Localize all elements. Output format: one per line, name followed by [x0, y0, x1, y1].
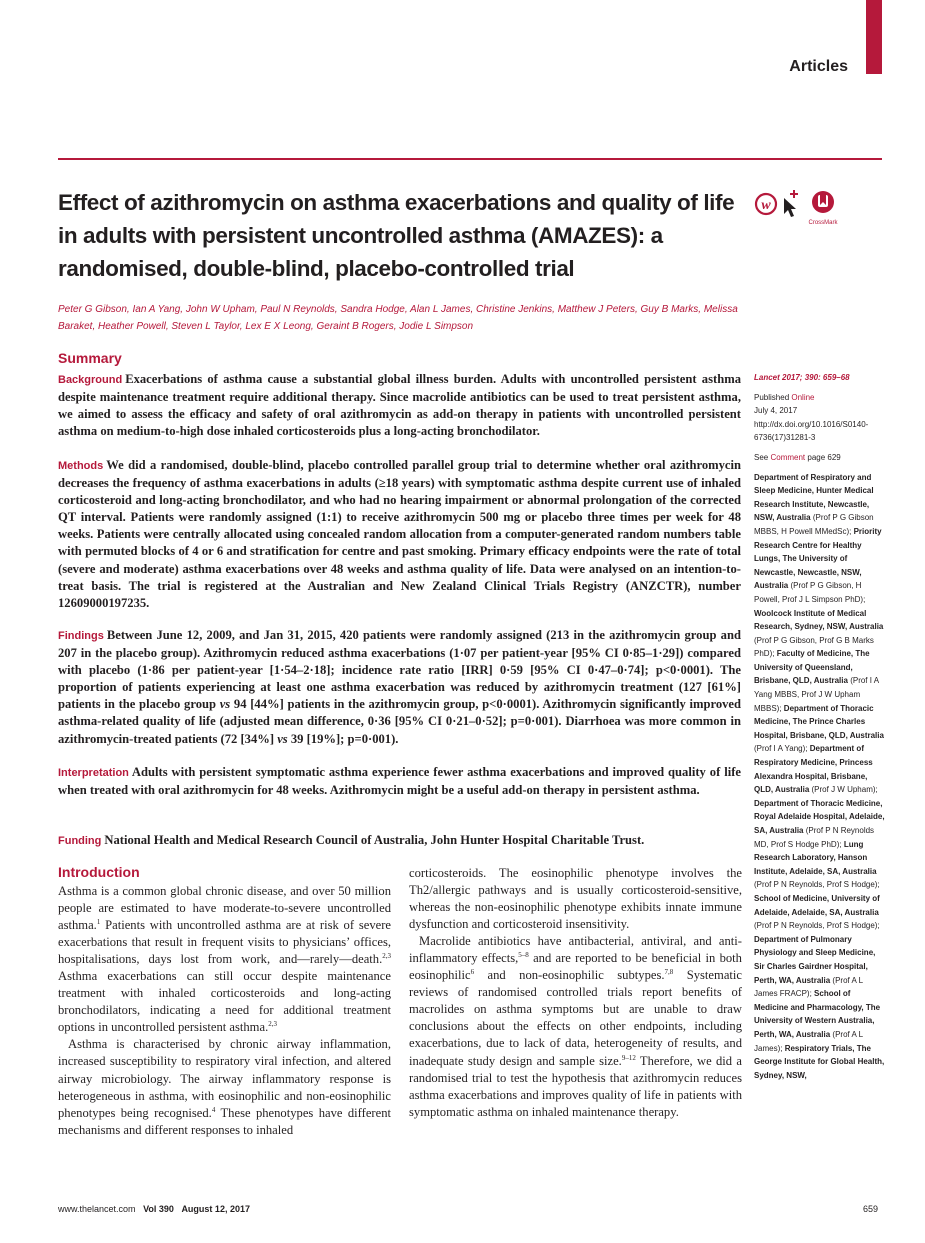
findings-text-c: 39 [19%]; p=0·001).: [290, 731, 399, 746]
crossmark-icon[interactable]: [812, 191, 834, 213]
footer-citation: [58, 1204, 250, 1214]
affiliation: Department of Respiratory and Sleep Medicine, Hunter Medical Research Institute, Newcastle, NSW, Australia: [754, 472, 874, 523]
funding-label: Funding: [58, 835, 102, 847]
intro-paragraph: [58, 883, 391, 1036]
body-column-2: [409, 865, 742, 1121]
author-list: Peter G Gibson, Ian A Yang, John W Upham, Paul N Reynolds, Sandra Hodge, Alan L James, Christine Jenkins, Matthew J Peters, Guy B Marks, Melissa Baraket, Heather Powell, Steven L Taylor, Lex E X Leong, Geraint B Rogers, Jodie L Simpson: [58, 304, 738, 332]
journal-citation: Lancet 2017; 390: 659–68: [754, 373, 850, 382]
section-color-tab: [866, 0, 882, 74]
reference-link[interactable]: 2,3: [382, 952, 391, 961]
reference-link[interactable]: 5–8: [518, 951, 529, 960]
body-column-1: [58, 883, 391, 1139]
text-run: Systematic reviews of randomised controlled trials report benefits of macrolides on asthma symptoms but are unable to draw conclusions about the effects on other endpoints, including exacerbations, due to lack of data, heterogeneity of results, and inadequate study design and sample size.: [409, 968, 742, 1068]
intro-paragraph: [409, 933, 742, 1121]
summary-interpretation: [58, 764, 741, 799]
affiliation: Faculty of Medicine, The University of Queensland, Brisbane, QLD, Australia: [754, 649, 870, 686]
text-run: Asthma exacerbations can still occur despite maintenance treatment with inhaled corticosteroids and long-acting bronchodilators, indicating a need for additional treatment options in uncontrolled persistent asthma.: [58, 969, 391, 1035]
affiliation: School of Medicine and Pharmacology, The University of Western Australia, Perth, WA, Australia: [754, 989, 881, 1039]
sidebar: [754, 371, 886, 1082]
methods-label: Methods: [58, 460, 104, 472]
affiliation-people: (Prof P G Gibson MBBS, H Powell MMedSc);: [754, 513, 874, 536]
reference-link[interactable]: 6: [470, 968, 475, 977]
affiliation: Respiratory Trials, The George Institute for Global Health, Sydney, NSW,: [754, 1043, 885, 1080]
reference-link[interactable]: 9–12: [621, 1053, 636, 1062]
article-badges: [754, 186, 854, 230]
text-run: Therefore, we did a randomised trial to test the hypothesis that azithromycin reduces asthma exacerbations and improves quality of life in patients with symptomatic asthma on inhaled maintenance therapy.: [409, 1053, 742, 1119]
text-run: Asthma is a common global chronic disease, and over 50 million people are estimated to have moderate-to-severe uncontrolled asthma.: [58, 884, 391, 933]
intro-paragraph: [58, 1036, 391, 1138]
footer-date: August 12, 2017: [181, 1204, 250, 1214]
affiliation-people: (Prof P N Reynolds, Prof S Hodge);: [754, 921, 880, 931]
doi-link[interactable]: http://dx.doi.org/10.1016/S0140-6736(17)31281-3: [754, 419, 869, 443]
funding-text: National Health and Medical Research Council of Australia, John Hunter Hospital Charitable Trust.: [104, 833, 645, 847]
affiliation-people: (Prof P G Gibson, Prof G B Marks PhD);: [754, 635, 874, 659]
summary-findings: [58, 627, 741, 748]
online-link[interactable]: Online: [791, 392, 815, 402]
affiliation-people: (Prof I A Yang MBBS, Prof J W Upham MBBS);: [754, 676, 879, 713]
footer-volume: Vol 390: [143, 1204, 174, 1214]
background-text: Exacerbations of asthma cause a substantial global illness burden. Adults with uncontrolled persistent asthma despite maintenance treatment require additional therapy. Since macrolide antibiotics can be used to treat persistent asthma, we aimed to assess the efficacy and safety of oral azithromycin as add-on therapy in patients with uncontrolled persistent asthma on medium-to-high dose inhaled corticosteroids plus a long-acting bronchodilator.: [58, 372, 741, 439]
text-run: Asthma is characterised by chronic airway inflammation, increased susceptibility to respiratory viral infection, and altered airway microbiology. The airway inflammatory response is heterogeneous in asthma, with eosinophilic and non-eosinophilic phenotypes being recognised.: [58, 1037, 391, 1120]
publication-date: July 4, 2017: [754, 406, 798, 416]
published-label: Published: [754, 392, 790, 402]
reference-link[interactable]: 1: [96, 918, 101, 927]
text-run: These phenotypes have different mechanisms and different responses to inhaled: [58, 1105, 391, 1137]
affiliations: [754, 471, 886, 1083]
affiliation: Department of Thoracic Medicine, Royal Adelaide Hospital, Adelaide, SA, Australia: [754, 798, 885, 835]
reference-link[interactable]: 4: [211, 1105, 216, 1114]
footer-site-link[interactable]: www.thelancet.com: [58, 1204, 136, 1214]
affiliation: Department of Thoracic Medicine, The Prince Charles Hospital, Brisbane, QLD, Australia: [754, 703, 884, 740]
affiliation: Lung Research Laboratory, Hanson Institute, Adelaide, SA, Australia: [754, 839, 877, 876]
vs-italic: vs: [219, 697, 231, 712]
affiliation-people: (Prof A L James);: [754, 1029, 863, 1053]
open-access-w-icon[interactable]: [756, 194, 776, 214]
section-label: Articles: [789, 58, 848, 75]
badge-icons: [754, 186, 854, 230]
background-label: Background: [58, 374, 123, 386]
summary-funding: [58, 832, 741, 850]
summary-methods: [58, 457, 741, 612]
intro-paragraph: corticosteroids. The eosinophilic phenotype involves the Th2/allergic pathways and is usually corticosteroid-sensitive, whereas the non-eosinophilic phenotype exhibits innate immune dysfunction and corticosteroid insensitivity.: [409, 866, 742, 932]
affiliation: Priority Research Centre for Healthy Lungs, The University of Newcastle, Newcastle, NSW, Australia: [754, 526, 882, 591]
findings-label: Findings: [58, 630, 104, 642]
text-run: Patients with uncontrolled asthma are at risk of severe exacerbations that result in frequent visits to physicians’ offices, hospitalisations, days lost from work, and—rarely—death.: [58, 918, 391, 967]
text-run: and non-eosinophilic subtypes.: [474, 968, 665, 983]
findings-text-a: Between June 12, 2009, and Jan 31, 2015, 420 patients were randomly assigned (213 in the azithromycin group and 207 in the placebo group). Azithromycin reduced asthma exacerbations (1·07 per patient-year [95% CI 0·85–1·29]) compared with placebo (1·86 per patient-year [1·54–2·18]; incidence rate ratio [IRR] 0·59 [95% CI 0·47–0·74]; p<0·0001). The proportion of patients experiencing at least one asthma exacerbation was reduced by azithromycin treatment (127 [61%] patients in the placebo group: [58, 628, 741, 712]
reference-link[interactable]: 2,3: [268, 1020, 277, 1029]
affiliation-people: (Prof P N Reynolds MD, Prof S Hodge PhD);: [754, 826, 875, 849]
findings-text-b: 94 [44%] patients in the azithromycin group, p<0·0001). Azithromycin significantly improved asthma-related quality of life (adjusted mean difference, 0·36 [95% CI 0·21–0·52]; p=0·001). Diarrhoea was more common in azithromycin-treated patients (72 [34%]: [58, 697, 742, 746]
reference-link[interactable]: 7,8: [664, 968, 674, 977]
affiliation-people: (Prof A L James FRACP);: [754, 975, 863, 999]
affiliation-people: (Prof P G Gibson, H Powell, Prof J L Simpson PhD);: [754, 581, 866, 604]
affiliation-people: (Prof I A Yang);: [754, 744, 808, 754]
methods-text: We did a randomised, double-blind, placebo controlled parallel group trial to determine whether oral azithromycin decreases the frequency of asthma exacerbations in adults (≥18 years) with symptomatic asthma despite current use of inhaled corticosteroid and long-acting bronchodilator, and who had no hearing impairment or abnormal prolongation of the corrected QT interval. Patients were randomly assigned (1:1) to receive azithromycin 500 mg or placebo three times per week for 48 weeks. Patients were centrally allocated using concealed random allocation from a computer-generated random numbers table with permuted blocks of 4 or 6 and stratification for centre and past smoking. Primary efficacy endpoints were the rate of total (severe and moderate) asthma exacerbations over 48 weeks and asthma quality of life. Data were analysed on an intention-to-treat basis. The trial is registered at the Australian and New Zealand Clinical Trials Registry (ANZCTR), number 12609000197235.: [58, 458, 741, 610]
affiliation: Department of Respiratory Medicine, Princess Alexandra Hospital, Brisbane, QLD, Australia: [754, 744, 873, 795]
see-comment: [754, 451, 886, 465]
summary-heading: Summary: [58, 350, 122, 366]
affiliation-people: (Prof P N Reynolds, Prof S Hodge);: [754, 880, 880, 890]
header-rule: [58, 158, 882, 160]
affiliation-people: (Prof J W Upham);: [811, 785, 878, 795]
comment-link[interactable]: Comment: [770, 452, 806, 462]
svg-text:w: w: [761, 198, 771, 213]
vs-italic: vs: [277, 731, 288, 746]
page-number: 659: [862, 1204, 878, 1214]
crossmark-label: CrossMark: [808, 220, 838, 226]
interpretation-label: Interpretation: [58, 767, 129, 779]
affiliation: Department of Pulmonary Physiology and Sleep Medicine, Sir Charles Gairdner Hospital, Perth, WA, Australia: [754, 934, 876, 985]
summary-background: [58, 371, 741, 440]
article-title: Effect of azithromycin on asthma exacerbations and quality of life in adults with persistent uncontrolled asthma (AMAZES): a randomised, double-blind, placebo-controlled trial: [58, 190, 735, 281]
text-run: and are reported to be beneficial in both eosinophilic: [409, 951, 742, 983]
see-label: See: [754, 452, 769, 462]
interpretation-text: Adults with persistent symptomatic asthma experience fewer asthma exacerbations and improved quality of life when treated with oral azithromycin for 48 weeks. Azithromycin might be a useful add-on therapy in persistent asthma.: [58, 765, 741, 798]
introduction-heading: Introduction: [58, 864, 140, 880]
cursor-plus-icon[interactable]: [784, 190, 798, 217]
comment-page: page 629: [807, 452, 841, 462]
affiliation: School of Medicine, University of Adelaide, Adelaide, SA, Australia: [754, 893, 880, 917]
text-run: Macrolide antibiotics have antibacterial, antiviral, and anti-inflammatory effects,: [409, 934, 742, 966]
publication-status: [754, 391, 886, 405]
affiliation: Woolcock Institute of Medical Research, Sydney, NSW, Australia: [754, 608, 884, 632]
